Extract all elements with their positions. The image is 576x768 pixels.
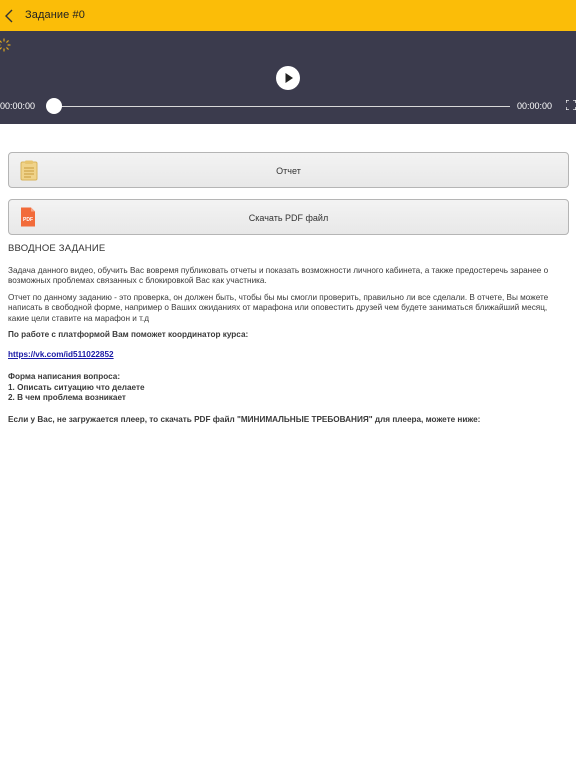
fullscreen-icon[interactable] bbox=[566, 100, 576, 110]
svg-text:PDF: PDF bbox=[23, 217, 33, 223]
video-player[interactable] bbox=[0, 31, 576, 124]
current-time: 00:00:00 bbox=[0, 101, 36, 111]
player-note: Если у Вас, не загружается плеер, то скачать PDF файл "МИНИМАЛЬНЫЕ ТРЕБОВАНИЯ" для плеера, можете ниже: bbox=[8, 414, 481, 424]
report-button-label: Отчет bbox=[276, 166, 301, 176]
report-button[interactable] bbox=[8, 152, 569, 188]
report-paragraph: Отчет по данному заданию - это проверка, он должен быть, чтобы бы мы смогли проверить, правильно ли все сделали. В отчете, Вы можете написать в свободной форме, например о Ваших ожиданиях от марафона или оповестить друзей чем будете заниматься ближайший месяц, какие цели ставите на марафон и т.д bbox=[8, 292, 549, 323]
form-item-1: 1. Описать ситуацию что делаете bbox=[8, 382, 145, 392]
back-button[interactable] bbox=[0, 5, 18, 27]
play-button[interactable] bbox=[276, 66, 300, 90]
chevron-left-icon bbox=[4, 9, 14, 23]
download-pdf-button[interactable] bbox=[8, 199, 569, 235]
form-title: Форма написания вопроса: bbox=[8, 372, 121, 381]
loading-spinner-icon bbox=[0, 38, 11, 52]
total-time: 00:00:00 bbox=[517, 101, 553, 111]
seek-bar[interactable] bbox=[54, 106, 510, 107]
form-item-2: 2. В чем проблема возникает bbox=[8, 393, 126, 402]
top-bar bbox=[0, 0, 576, 31]
download-pdf-label: Скачать PDF файл bbox=[248, 213, 329, 223]
seek-handle[interactable] bbox=[46, 98, 62, 114]
coordinator-link[interactable]: https://vk.com/id511022852 bbox=[8, 349, 114, 359]
intro-paragraph: Задача данного видео, обучить Вас вовремя публиковать отчеты и показать возможности личного кабинета, а также предостеречь заранее о возможных проблемах связанных с блокировкой Вас как участника. bbox=[8, 265, 549, 285]
task-description bbox=[8, 244, 568, 431]
coordinator-text: По работе с платформой Вам поможет координатор курса: bbox=[8, 330, 249, 339]
section-heading: ВВОДНОЕ ЗАДАНИЕ bbox=[8, 243, 106, 254]
page-title: Задание #0 bbox=[25, 9, 85, 21]
play-icon bbox=[276, 66, 300, 90]
